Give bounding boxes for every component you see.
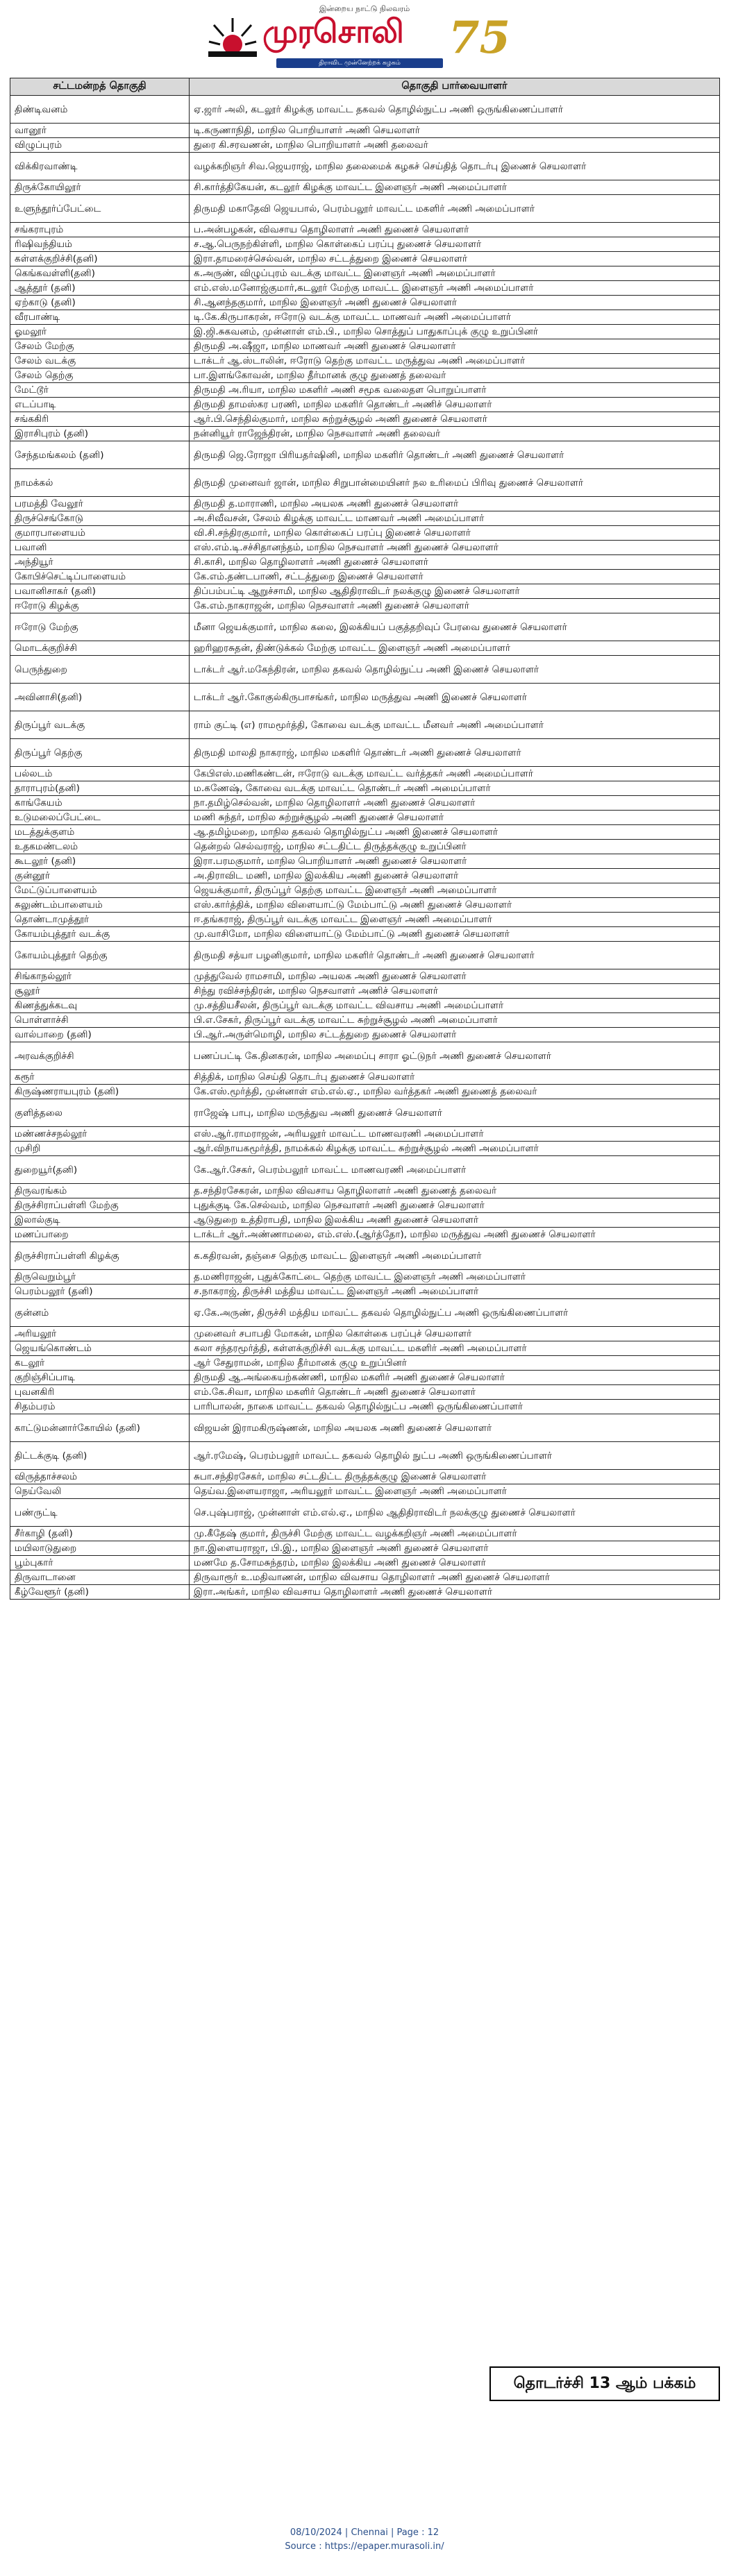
observer-cell: இ.ஜி.சுகவனம், முன்னாள் எம்.பி., மாநில சொத்துப் பாதுகாப்புக் குழு உறுப்பினர் (190, 325, 720, 339)
observer-cell: திருமதி அ.ஷீஜா, மாநில மாணவர் அணி துணைச் செயலாளர் (190, 339, 720, 354)
anniversary-75-logo (443, 7, 512, 62)
table-row (10, 325, 720, 339)
constituency-cell: திருப்பூர் தெற்கு (10, 739, 190, 767)
observer-cell: மணமே த.சோமசுந்தரம், மாநில இலக்கிய அணி துணைச் செயலாளர் (190, 1556, 720, 1570)
observer-cell: ஆர்.விநாயகமூர்த்தி, நாமக்கல் கிழக்கு மாவட்ட சுற்றுச்சூழல் அணி அமைப்பாளர் (190, 1142, 720, 1156)
observer-cell: இரா.தாமரைச்செல்வன், மாநில சட்டத்துறை இணைச் செயலாளர் (190, 252, 720, 266)
table-row (10, 825, 720, 840)
constituency-cell: உதகமண்டலம் (10, 840, 190, 854)
table-row (10, 1527, 720, 1541)
constituency-cell: எடப்பாடி (10, 398, 190, 412)
observer-cell: கே.எம்.தண்டபாணி, சட்டத்துறை இணைச் செயலாளர் (190, 570, 720, 584)
constituency-cell: சேந்தமங்கலம் (தனி) (10, 441, 190, 469)
observer-cell: எஸ்.கார்த்திக், மாநில விளையாட்டு மேம்பாட்டு அணி துணைச் செயலாளர் (190, 898, 720, 913)
constituency-cell: காட்டுமன்னார்கோயில் (தனி) (10, 1414, 190, 1442)
constituency-cell: விழுப்புரம் (10, 138, 190, 153)
observer-cell: திருமதி ஆ.அங்கையற்கண்ணி, மாநில மகளிர் அணி துணைச் செயலாளர் (190, 1371, 720, 1385)
constituency-cell: காங்கேயம் (10, 796, 190, 811)
constituency-cell: பரமத்தி வேலூர் (10, 497, 190, 511)
table-row (10, 1341, 720, 1356)
constituency-cell: திண்டிவனம் (10, 96, 190, 124)
observer-cell: டி.கருணாநிதி, மாநில பொறியாளர் அணி செயலாளர் (190, 124, 720, 138)
observer-cell: த.சந்திரசேகரன், மாநில விவசாய தொழிலாளர் அணி துணைத் தலைவர் (190, 1184, 720, 1198)
constituency-cell: கரூர் (10, 1070, 190, 1085)
observer-cell: திருமதி அ.ரியா, மாநில மகளிர் அணி சமூக வலைதள பொறுப்பாளர் (190, 383, 720, 398)
observer-cell: சி.கார்த்திகேயன், கடலூர் கிழக்கு மாவட்ட இளைஞர் அணி அமைப்பாளர் (190, 180, 720, 195)
observer-cell: எஸ்.எம்.டி.சச்சிதானந்தம், மாநில நெசவாளர் அணி துணைச் செயலாளர் (190, 541, 720, 555)
observer-cell: திருமதி த.மாராணி, மாநில அயலக அணி துணைச் செயலாளர் (190, 497, 720, 511)
table-row (10, 1127, 720, 1142)
table-row (10, 999, 720, 1013)
table-row (10, 469, 720, 497)
rising-sun-emblem-icon (208, 15, 257, 57)
observer-cell: மு.வாசிமோ, மாநில விளையாட்டு மேம்பாட்டு அணி துணைச் செயலாளர் (190, 927, 720, 942)
table-row (10, 869, 720, 883)
constituency-cell: உடுமலைப்பேட்டை (10, 811, 190, 825)
table-row (10, 195, 720, 223)
constituency-cell: ரிஷிவந்தியம் (10, 237, 190, 252)
observer-cell: வி.சி.சந்திரகுமார், மாநில கொள்கைப் பரப்பு இணைச் செயலாளர் (190, 526, 720, 541)
constituency-cell: இலால்குடி (10, 1213, 190, 1228)
table-row (10, 1198, 720, 1213)
constituency-observers-table (10, 78, 720, 1600)
constituency-cell: அரியலூர் (10, 1327, 190, 1341)
table-row (10, 584, 720, 599)
observer-cell: ஹரிஹரசுதன், திண்டுக்கல் மேற்கு மாவட்ட இளைஞர் அணி அமைப்பாளர் (190, 641, 720, 656)
constituency-cell: பெரம்பலூர் (தனி) (10, 1285, 190, 1299)
observer-cell: சி.ஆனந்தகுமார், மாநில இளைஞர் அணி துணைச் செயலாளர் (190, 296, 720, 310)
table-row (10, 124, 720, 138)
constituency-cell: திருக்கோயிலூர் (10, 180, 190, 195)
observer-cell: ப.அன்பழகன், விவசாய தொழிலாளர் அணி துணைச் செயலாளர் (190, 223, 720, 237)
table-row (10, 1070, 720, 1085)
observer-cell: டி.கே.கிருபாகரன், ஈரோடு வடக்கு மாவட்ட மாணவர் அணி அமைப்பாளர் (190, 310, 720, 325)
table-row (10, 1356, 720, 1371)
constituency-cell: கோபிச்செட்டிப்பாளையம் (10, 570, 190, 584)
constituency-cell: ஈரோடு கிழக்கு (10, 599, 190, 613)
constituency-cell: திருச்சிராப்பள்ளி மேற்கு (10, 1198, 190, 1213)
table-row (10, 1270, 720, 1285)
footer-source: Source : https://epaper.murasoli.in/ (285, 2541, 444, 2552)
table-row (10, 613, 720, 641)
table-row (10, 1085, 720, 1099)
observer-cell: நா.இளையராஜா, பி.இ., மாநில இளைஞர் அணி துணைச் செயலாளர் (190, 1541, 720, 1556)
observer-cell: திருமதி மாலதி நாகராஜ், மாநில மகளிர் தொண்டர் அணி துணைச் செயலாளர் (190, 739, 720, 767)
observer-cell: செ.புஷ்பராஜ், முன்னாள் எம்.எல்.ஏ., மாநில ஆதிதிராவிடர் நலக்குழு துணைச் செயலாளர் (190, 1499, 720, 1527)
observer-cell: புதுக்குடி கே.செல்வம், மாநில நெசவாளர் அணி துணைச் செயலாளர் (190, 1198, 720, 1213)
observer-cell: திருமதி ஜெ.ரோஜா பிரியதர்ஷினி, மாநில மகளிர் தொண்டர் அணி துணைச் செயலாளர் (190, 441, 720, 469)
constituency-cell: ஈரோடு மேற்கு (10, 613, 190, 641)
table-row (10, 497, 720, 511)
table-row (10, 180, 720, 195)
table-row (10, 266, 720, 281)
constituency-cell: விக்கிரவாண்டி (10, 153, 190, 180)
constituency-cell: ஓமலூர் (10, 325, 190, 339)
observer-cell: அ.திராவிட மணி, மாநில இலக்கிய அணி துணைச் செயலாளர் (190, 869, 720, 883)
observer-cell: பி.எ.சேகர், திருப்பூர் வடக்கு மாவட்ட சுற்றுச்சூழல் அணி அமைப்பாளர் (190, 1013, 720, 1028)
table-row (10, 1556, 720, 1570)
table-row (10, 526, 720, 541)
table-row (10, 1585, 720, 1600)
constituency-cell: மேட்டூர் (10, 383, 190, 398)
constituency-cell: சேலம் மேற்கு (10, 339, 190, 354)
constituency-cell: சுலுண்டம்பாளையம் (10, 898, 190, 913)
table-row (10, 339, 720, 354)
constituency-cell: நாமக்கல் (10, 469, 190, 497)
table-row (10, 296, 720, 310)
table-row (10, 1541, 720, 1556)
constituency-cell: குன்னம் (10, 1299, 190, 1327)
constituency-cell: சேலம் வடக்கு (10, 354, 190, 368)
table-row (10, 412, 720, 427)
observer-cell: பாரிபாலன், நாகை மாவட்ட தகவல் தொழில்நுட்ப அணி ஒருங்கிணைப்பாளர் (190, 1400, 720, 1414)
constituency-cell: திருச்சிராப்பள்ளி கிழக்கு (10, 1242, 190, 1270)
table-row (10, 1285, 720, 1299)
observer-cell: டாக்டர் ஆ.ஸ்டாலின், ஈரோடு தெற்கு மாவட்ட மருத்துவ அணி அமைப்பாளர் (190, 354, 720, 368)
table-row (10, 96, 720, 124)
table-row (10, 927, 720, 942)
constituency-cell: புவனகிரி (10, 1385, 190, 1400)
table-row (10, 854, 720, 869)
observer-cell: மு.கீதேஷ் குமார், திருச்சி மேற்கு மாவட்ட வழக்கறிஞர் அணி அமைப்பாளர் (190, 1527, 720, 1541)
constituency-cell: திருவரங்கம் (10, 1184, 190, 1198)
constituency-cell: தாராபுரம்(தனி) (10, 781, 190, 796)
observer-cell: கே.ஆர்.சேகர், பெரம்பலூர் மாவட்ட மாணவரணி அமைப்பாளர் (190, 1156, 720, 1184)
table-row (10, 441, 720, 469)
observer-cell: ஈ.தங்கராஜ், திருப்பூர் வடக்கு மாவட்ட இளைஞர் அணி அமைப்பாளர் (190, 913, 720, 927)
table-row (10, 599, 720, 613)
table-row (10, 656, 720, 684)
masthead-title: முரசொலி (262, 12, 403, 50)
observer-cell: சித்திக், மாநில செய்தி தொடர்பு துணைச் செயலாளர் (190, 1070, 720, 1085)
observer-cell: எம்.கே.சிவா, மாநில மகளிர் தொண்டர் அணி துணைச் செயலாளர் (190, 1385, 720, 1400)
observer-cell: ராம் குட்டி (எ) ராமமூர்த்தி, கோவை வடக்கு மாவட்ட மீனவர் அணி அமைப்பாளர் (190, 711, 720, 739)
table-body (10, 96, 720, 1600)
observer-cell: நன்னியூர் ராஜேந்திரன், மாநில நெசவாளர் அணி தலைவர் (190, 427, 720, 441)
table-row (10, 1156, 720, 1184)
observer-cell: கேபிஎஸ்.மணிகண்டன், ஈரோடு வடக்கு மாவட்ட வர்த்தகர் அணி அமைப்பாளர் (190, 767, 720, 781)
table-row (10, 1414, 720, 1442)
observer-cell: இரா.பரமகுமார், மாநில பொறியாளர் அணி துணைச் செயலாளர் (190, 854, 720, 869)
constituency-cell: அந்தியூர் (10, 555, 190, 570)
observer-cell: ஆடுதுறை உத்திராபதி, மாநில இலக்கிய அணி துணைச் செயலாளர் (190, 1213, 720, 1228)
table-header-row (10, 78, 720, 96)
constituency-cell: துறையூர்(தனி) (10, 1156, 190, 1184)
table-row (10, 281, 720, 296)
table-row (10, 1184, 720, 1198)
constituency-cell: பொள்ளாச்சி (10, 1013, 190, 1028)
constituency-cell: வீரபாண்டி (10, 310, 190, 325)
table-row (10, 1484, 720, 1499)
observer-cell: முத்துவேல் ராமசாமி, மாநில அயலக அணி துணைச் செயலாளர் (190, 969, 720, 984)
constituency-cell: பவானிசாகர் (தனி) (10, 584, 190, 599)
observer-cell: ம.கணேஷ், கோவை வடக்கு மாவட்ட தொண்டர் அணி அமைப்பாளர் (190, 781, 720, 796)
continued-on-page-box: தொடர்ச்சி 13 ஆம் பக்கம் (489, 2366, 720, 2401)
table-row (10, 398, 720, 412)
table-row (10, 1570, 720, 1585)
table-row (10, 1013, 720, 1028)
observer-cell: டாக்டர் ஆர்.அண்ணாமலை, எம்.எஸ்.(ஆர்த்தோ), மாநில மருத்துவ அணி துணைச் செயலாளர் (190, 1228, 720, 1242)
table-row (10, 641, 720, 656)
observer-cell: திப்பம்பட்டி ஆறுச்சாமி, மாநில ஆதிதிராவிடர் நலக்குழு இணைச் செயலாளர் (190, 584, 720, 599)
table-row (10, 427, 720, 441)
table-row (10, 1299, 720, 1327)
observer-cell: திருமதி தாமஸ்கர பரணி, மாநில மகளிர் தொண்டர் அணிச் செயலாளர் (190, 398, 720, 412)
observer-cell: அ.சிவீவசன், சேலம் கிழக்கு மாவட்ட மாணவர் அணி அமைப்பாளர் (190, 511, 720, 526)
masthead-subtitle: திராவிட முன்னேற்றக் கழகம் (276, 58, 443, 68)
observer-cell: கே.எம்.நாகராஜன், மாநில நெசவாளர் அணி துணைச் செயலாளர் (190, 599, 720, 613)
constituency-cell: சூலூர் (10, 984, 190, 999)
table-row (10, 1213, 720, 1228)
observer-cell: கே.எஸ்.மூர்த்தி, முன்னாள் எம்.எல்.ஏ., மாநில வர்த்தகர் அணி துணைத் தலைவர் (190, 1085, 720, 1099)
constituency-cell: குமாரபாளையம் (10, 526, 190, 541)
table-row (10, 684, 720, 711)
table-row (10, 138, 720, 153)
observer-cell: ஏ.கே.அருண், திருச்சி மத்திய மாவட்ட தகவல் தொழில்நுட்ப அணி ஒருங்கிணைப்பாளர் (190, 1299, 720, 1327)
observer-cell: சிந்து ரவிச்சந்திரன், மாநில நெசவாளர் அணிச் செயலாளர் (190, 984, 720, 999)
observer-cell: ராஜேஷ் பாபு, மாநில மருத்துவ அணி துணைச் செயலாளர் (190, 1099, 720, 1127)
observer-cell: பி.ஆர்.அருள்மொழி, மாநில சட்டத்துறை துணைச் செயலாளர் (190, 1028, 720, 1042)
table-row (10, 310, 720, 325)
observer-cell: பணப்பட்டி கே.தினகரன், மாநில அமைப்பு சாரா ஓட்டுநர் அணி துணைச் செயலாளர் (190, 1042, 720, 1070)
table-row (10, 354, 720, 368)
constituency-cell: சிங்காநல்லூர் (10, 969, 190, 984)
constituency-cell: பண்ருட்டி (10, 1499, 190, 1527)
constituency-cell: முசிறி (10, 1142, 190, 1156)
constituency-cell: சீர்காழி (தனி) (10, 1527, 190, 1541)
observer-cell: ஜெயக்குமார், திருப்பூர் தெற்கு மாவட்ட இளைஞர் அணி அமைப்பாளர் (190, 883, 720, 898)
constituency-cell: கீழ்வேளூர் (தனி) (10, 1585, 190, 1600)
table-row (10, 237, 720, 252)
constituency-cell: மொடக்குறிச்சி (10, 641, 190, 656)
observer-cell: திருமதி முனைவர் ஜான், மாநில சிறுபான்மையினர் நல உரிமைப் பிரிவு துணைச் செயலாளர் (190, 469, 720, 497)
constituency-cell: திருச்செங்கோடு (10, 511, 190, 526)
table-row (10, 1028, 720, 1042)
constituency-cell: அவினாசி(தனி) (10, 684, 190, 711)
constituency-cell: தொண்டாமுத்தூர் (10, 913, 190, 927)
observer-cell: எஸ்.ஆர்.ராமராஜன், அரியலூர் மாவட்ட மாணவரணி அமைப்பாளர் (190, 1127, 720, 1142)
table-row (10, 1242, 720, 1270)
observer-cell: மணி சுந்தர், மாநில சுற்றுச்சூழல் அணி துணைச் செயலாளர் (190, 811, 720, 825)
table-row (10, 223, 720, 237)
table-row (10, 883, 720, 898)
observer-cell: டாக்டர் ஆர்.கோகுல்கிருபாசங்கர், மாநில மருத்துவ அணி இணைச் செயலாளர் (190, 684, 720, 711)
table-row (10, 383, 720, 398)
table-row (10, 1042, 720, 1070)
constituency-cell: கள்ளக்குறிச்சி(தனி) (10, 252, 190, 266)
observer-cell: க.கதிரவன், தஞ்சை தெற்கு மாவட்ட இளைஞர் அணி அமைப்பாளர் (190, 1242, 720, 1270)
table-row (10, 1442, 720, 1470)
observer-cell: விஜயன் இராமகிருஷ்ணன், மாநில அயலக அணி துணைச் செயலாளர் (190, 1414, 720, 1442)
table-row (10, 898, 720, 913)
header-observer: தொகுதி பார்வையாளர் (190, 78, 720, 96)
constituency-cell: மண்ணச்சநல்லூர் (10, 1127, 190, 1142)
table-row (10, 1142, 720, 1156)
observer-cell: தெய்வ.இளையராஜா, அரியலூர் மாவட்ட இளைஞர் அணி அமைப்பாளர் (190, 1484, 720, 1499)
observer-cell: நா.தமிழ்செல்வன், மாநில தொழிலாளர் அணி துணைச் செயலாளர் (190, 796, 720, 811)
table-row (10, 1470, 720, 1484)
observer-cell: ஏ.ஜார் அலி, கடலூர் கிழக்கு மாவட்ட தகவல் தொழில்நுட்ப அணி ஒருங்கிணைப்பாளர் (190, 96, 720, 124)
observer-cell: இரா.அங்கர், மாநில விவசாய தொழிலாளர் அணி துணைச் செயலாளர் (190, 1585, 720, 1600)
constituency-cell: சேலம் தெற்கு (10, 368, 190, 383)
observer-cell: திருமதி மகாதேவி ஜெயபால், பெரம்பலூர் மாவட்ட மகளிர் அணி அமைப்பாளர் (190, 195, 720, 223)
footer-date-page: 08/10/2024 | Chennai | Page : 12 (290, 2527, 439, 2538)
constituency-cell: பூம்புகார் (10, 1556, 190, 1570)
observer-cell: ஆர்.ரமேஷ், பெரம்பலூர் மாவட்ட தகவல் தொழில் நுட்ப அணி ஒருங்கிணைப்பாளர் (190, 1442, 720, 1470)
observer-cell: திருமதி சத்யா பழனிகுமார், மாநில மகளிர் தொண்டர் அணி துணைச் செயலாளர் (190, 942, 720, 969)
table-row (10, 1499, 720, 1527)
constituency-cell: வானூர் (10, 124, 190, 138)
constituency-cell: மடத்துக்குளம் (10, 825, 190, 840)
observer-cell: எம்.எஸ்.மனோஜ்குமார்,கடலூர் மேற்கு மாவட்ட இளைஞர் அணி அமைப்பாளர் (190, 281, 720, 296)
constituency-cell: திருப்பூர் வடக்கு (10, 711, 190, 739)
constituency-cell: மணப்பாறை (10, 1228, 190, 1242)
observer-cell: சி.காசி, மாநில தொழிலாளர் அணி துணைச் செயலாளர் (190, 555, 720, 570)
constituency-cell: உளுந்தூர்ப்பேட்டை (10, 195, 190, 223)
constituency-cell: வால்பாறை (தனி) (10, 1028, 190, 1042)
observer-cell: டாக்டர் ஆர்.மகேந்திரன், மாநில தகவல் தொழில்நுட்ப அணி இணைச் செயலாளர் (190, 656, 720, 684)
constituency-cell: கெங்கவள்ளி(தனி) (10, 266, 190, 281)
constituency-cell: சங்ககிரி (10, 412, 190, 427)
table-row (10, 1400, 720, 1414)
constituency-cell: திட்டக்குடி (தனி) (10, 1442, 190, 1470)
table-row (10, 368, 720, 383)
observer-cell: துரை கி.சரவணன், மாநில பொறியாளர் அணி தலைவர் (190, 138, 720, 153)
table-row (10, 511, 720, 526)
table-row (10, 811, 720, 825)
constituency-cell: திருவெறும்பூர் (10, 1270, 190, 1285)
page-footer (0, 2526, 729, 2554)
header-constituency: சட்டமன்றத் தொகுதி (10, 78, 190, 96)
table-row (10, 1371, 720, 1385)
masthead (0, 0, 729, 75)
table-row (10, 1327, 720, 1341)
observer-cell: ஆ.தமிழ்மறை, மாநில தகவல் தொழில்நுட்ப அணி இணைச் செயலாளர் (190, 825, 720, 840)
constituency-cell: பவானி (10, 541, 190, 555)
observers-table-wrapper (10, 78, 719, 1600)
table-row (10, 153, 720, 180)
constituency-cell: கூடலூர் (தனி) (10, 854, 190, 869)
constituency-cell: குன்னூர் (10, 869, 190, 883)
constituency-cell: கிருஷ்ணராயபுரம் (தனி) (10, 1085, 190, 1099)
constituency-cell: பெருந்துறை (10, 656, 190, 684)
constituency-cell: கடலூர் (10, 1356, 190, 1371)
table-row (10, 1385, 720, 1400)
observer-cell: திருவாரூர் உ.மதிவாணன், மாநில விவசாய தொழிலாளர் அணி துணைச் செயலாளர் (190, 1570, 720, 1585)
masthead-tagline: இன்றைய நாட்டு நிலவரம் (319, 4, 410, 13)
table-row (10, 969, 720, 984)
constituency-cell: சங்கராபுரம் (10, 223, 190, 237)
table-row (10, 252, 720, 266)
observer-cell: தென்றல் செல்வராஜ், மாநில சட்டதிட்ட திருத்தக்குழு உறுப்பினர் (190, 840, 720, 854)
observer-cell: ச.நாகராஜ், திருச்சி மத்திய மாவட்ட இளைஞர் அணி அமைப்பாளர் (190, 1285, 720, 1299)
table-row (10, 796, 720, 811)
table-row (10, 984, 720, 999)
constituency-cell: கோயம்புத்தூர் தெற்கு (10, 942, 190, 969)
constituency-cell: ஆத்தூர் (தனி) (10, 281, 190, 296)
table-row (10, 570, 720, 584)
constituency-cell: விருத்தாச்சலம் (10, 1470, 190, 1484)
table-row (10, 1228, 720, 1242)
table-row (10, 942, 720, 969)
constituency-cell: ஏற்காடு (தனி) (10, 296, 190, 310)
observer-cell: க.அருண், விழுப்புரம் வடக்கு மாவட்ட இளைஞர் அணி அமைப்பாளர் (190, 266, 720, 281)
table-row (10, 1099, 720, 1127)
constituency-cell: அரவக்குறிச்சி (10, 1042, 190, 1070)
observer-cell: முனைவர் சபாபதி மோகன், மாநில கொள்கை பரப்புச் செயலாளர் (190, 1327, 720, 1341)
constituency-cell: இராசிபுரம் (தனி) (10, 427, 190, 441)
constituency-cell: குறிஞ்சிப்பாடி (10, 1371, 190, 1385)
constituency-cell: கிணத்துக்கடவு (10, 999, 190, 1013)
table-row (10, 767, 720, 781)
constituency-cell: குளித்தலை (10, 1099, 190, 1127)
svg-text:75: 75 (449, 12, 511, 62)
observer-cell: ச.ஆ.பெருநற்கிள்ளி, மாநில கொள்கைப் பரப்பு துணைச் செயலாளர் (190, 237, 720, 252)
table-row (10, 541, 720, 555)
constituency-cell: மேட்டுப்பாளையம் (10, 883, 190, 898)
observer-cell: பா.இளங்கோவன், மாநில தீர்மானக் குழு துணைத் தலைவர் (190, 368, 720, 383)
constituency-cell: திருவாடானை (10, 1570, 190, 1585)
observer-cell: ஆர் சேதுராமன், மாநில தீர்மானக் குழு உறுப்பினர் (190, 1356, 720, 1371)
observer-cell: மீனா ஜெயக்குமார், மாநில கலை, இலக்கியப் பகுத்தறிவுப் பேரவை துணைச் செயலாளர் (190, 613, 720, 641)
constituency-cell: நெய்வேலி (10, 1484, 190, 1499)
observer-cell: த.மணிராஜன், புதுக்கோட்டை தெற்கு மாவட்ட இளைஞர் அணி அமைப்பாளர் (190, 1270, 720, 1285)
table-row (10, 739, 720, 767)
table-row (10, 555, 720, 570)
constituency-cell: ஜெயங்கொண்டம் (10, 1341, 190, 1356)
table-row (10, 840, 720, 854)
constituency-cell: பல்லடம் (10, 767, 190, 781)
observer-cell: சுபா.சந்திரசேகர், மாநில சட்டதிட்ட திருத்தக்குழு இணைச் செயலாளர் (190, 1470, 720, 1484)
constituency-cell: சிதம்பரம் (10, 1400, 190, 1414)
observer-cell: வழக்கறிஞர் சிவ.ஜெயராஜ், மாநில தலைமைக் கழகச் செய்தித் தொடர்பு இணைச் செயலாளர் (190, 153, 720, 180)
table-row (10, 781, 720, 796)
observer-cell: கலா சந்தரமூர்த்தி, கள்ளக்குறிச்சி வடக்கு மாவட்ட மகளிர் அணி அமைப்பாளர் (190, 1341, 720, 1356)
constituency-cell: கோயம்புத்தூர் வடக்கு (10, 927, 190, 942)
observer-cell: மு.சத்தியசீலன், திருப்பூர் வடக்கு மாவட்ட விவசாய அணி அமைப்பாளர் (190, 999, 720, 1013)
constituency-cell: மயிலாடுதுறை (10, 1541, 190, 1556)
table-row (10, 913, 720, 927)
table-row (10, 711, 720, 739)
observer-cell: ஆர்.பி.செந்தில்குமார், மாநில சுற்றுச்சூழல் அணி துணைச் செயலாளர் (190, 412, 720, 427)
